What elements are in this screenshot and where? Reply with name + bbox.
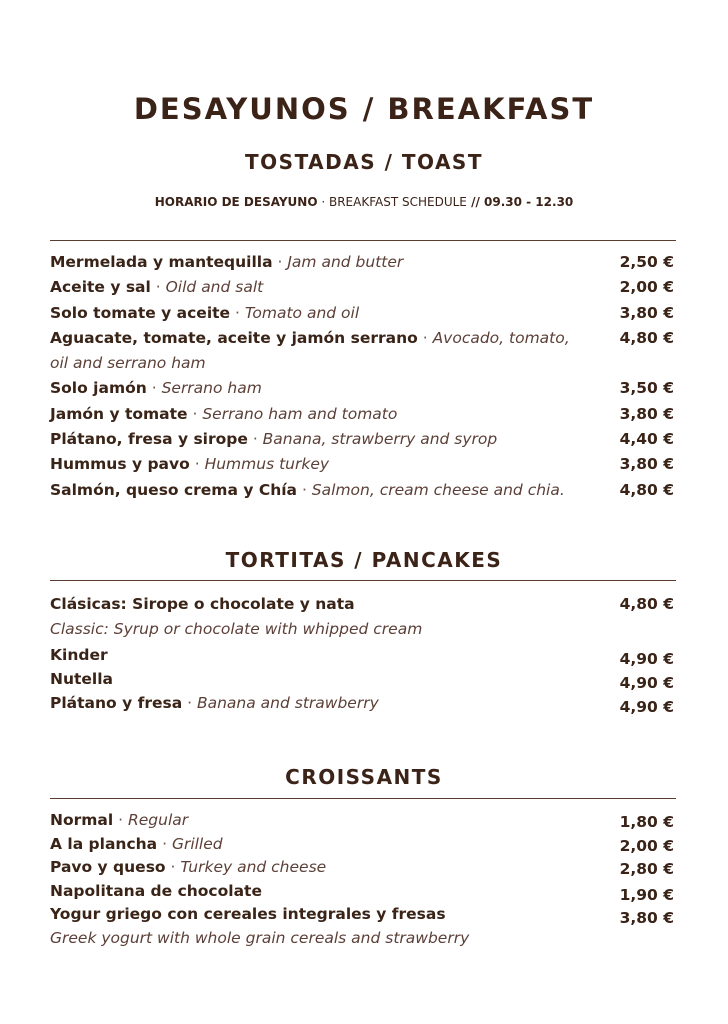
item-price: 4,80 € xyxy=(619,595,674,613)
item-name-es: Salmón, queso crema y Chía xyxy=(50,480,298,499)
divider-croissants xyxy=(50,798,676,799)
item-price: 4,40 € xyxy=(619,430,674,449)
item-name-es: Pavo y queso xyxy=(50,858,166,876)
item-name-es: Clásicas: Sirope o chocolate y nata xyxy=(50,595,355,613)
item-name-en: Tomato and oil xyxy=(244,303,360,322)
list-item xyxy=(50,452,676,477)
item-name-en: Greek yogurt with whole grain cereals and strawberry xyxy=(50,928,470,947)
list-item xyxy=(50,592,676,643)
item-separator: · xyxy=(146,379,162,398)
item-price: 4,80 € xyxy=(619,328,674,347)
item-name-es: Jamón y tomate xyxy=(50,404,188,423)
item-name-en: Banana, strawberry and syrop xyxy=(262,430,498,449)
item-price: 3,80 € xyxy=(619,404,674,423)
item-separator: · xyxy=(247,430,263,449)
schedule-label-en: BREAKFAST SCHEDULE xyxy=(328,195,467,209)
list-item xyxy=(50,643,676,667)
item-price: 4,90 € xyxy=(619,697,674,716)
item-price: 1,80 € xyxy=(619,813,674,831)
section-title-pancakes: TORTITAS / PANCAKES xyxy=(225,548,503,572)
schedule-separator: · xyxy=(317,195,329,209)
item-name-es: Plátano, fresa y sirope xyxy=(50,430,248,449)
list-item xyxy=(50,809,676,833)
item-name-es: Kinder xyxy=(50,645,108,664)
item-name-en: Banana and strawberry xyxy=(196,693,379,712)
item-name-en: Salmon, cream cheese and chia. xyxy=(311,480,565,499)
item-price: 3,80 € xyxy=(619,303,674,322)
list-item xyxy=(50,301,676,326)
item-separator: · xyxy=(157,834,172,853)
list-item xyxy=(50,856,676,880)
item-name-es: Napolitana de chocolate xyxy=(50,881,262,900)
item-price: 3,50 € xyxy=(619,379,674,398)
list-item xyxy=(50,376,676,401)
item-name-en: Regular xyxy=(127,811,189,829)
item-price: 2,50 € xyxy=(619,253,674,271)
list-item xyxy=(50,326,676,377)
item-separator: · xyxy=(165,858,181,876)
item-price: 2,00 € xyxy=(619,836,674,855)
item-price: 4,90 € xyxy=(619,673,674,692)
item-name-es: Solo jamón xyxy=(50,379,147,398)
list-item xyxy=(50,667,676,691)
breakfast-schedule xyxy=(0,195,728,209)
item-name-en: Avocado, tomato, oil and serrano ham xyxy=(50,328,570,373)
item-price: 2,80 € xyxy=(619,860,674,878)
item-name-en: Jam and butter xyxy=(287,253,404,271)
list-item xyxy=(50,833,676,857)
item-separator: · xyxy=(230,303,245,322)
item-name-es: Normal xyxy=(50,811,114,829)
divider-pancakes xyxy=(50,580,676,581)
item-price: 2,00 € xyxy=(619,278,674,297)
item-separator: · xyxy=(182,693,197,712)
item-separator: · xyxy=(417,328,433,347)
list-item xyxy=(50,903,676,950)
item-name-en: Serrano ham and tomato xyxy=(202,404,398,423)
item-name-es: Solo tomate y aceite xyxy=(50,303,231,322)
item-name-es: Plátano y fresa xyxy=(50,693,183,712)
item-separator: · xyxy=(150,278,166,297)
item-name-es: Aguacate, tomate, aceite y jamón serrano xyxy=(50,328,418,347)
croissants-list xyxy=(50,809,676,950)
item-name-es: Yogur griego con cereales integrales y fresas xyxy=(50,905,446,923)
list-item xyxy=(50,402,676,427)
toast-list xyxy=(50,250,676,503)
schedule-hours: 09.30 - 12.30 xyxy=(484,195,574,209)
item-price: 4,80 € xyxy=(619,480,674,499)
item-price: 1,90 € xyxy=(619,885,674,904)
item-name-es: Nutella xyxy=(50,669,114,688)
list-item xyxy=(50,250,676,275)
item-separator: · xyxy=(113,811,128,829)
item-name-es: A la plancha xyxy=(50,834,158,853)
item-price: 3,80 € xyxy=(619,909,674,927)
list-item xyxy=(50,691,676,715)
item-separator: · xyxy=(297,480,312,499)
item-name-es: Aceite y sal xyxy=(50,278,151,297)
schedule-label-es: HORARIO DE DESAYUNO xyxy=(154,195,318,209)
item-name-en: Classic: Syrup or chocolate with whipped cream xyxy=(50,620,423,639)
section-title-croissants: CROISSANTS xyxy=(285,765,443,789)
pancakes-list xyxy=(50,592,676,715)
divider-toast xyxy=(50,240,676,241)
item-name-es: Hummus y pavo xyxy=(50,455,190,474)
item-price: 4,90 € xyxy=(619,649,674,668)
page-title: DESAYUNOS / BREAKFAST xyxy=(133,92,595,126)
schedule-slashes: // xyxy=(466,195,485,209)
section-title-toast: TOSTADAS / TOAST xyxy=(245,150,483,174)
list-item xyxy=(50,275,676,300)
item-name-en: Serrano ham xyxy=(161,379,262,398)
list-item xyxy=(50,880,676,904)
item-separator: · xyxy=(272,253,288,271)
list-item xyxy=(50,478,676,503)
item-name-en: Oild and salt xyxy=(165,278,264,297)
item-name-es: Mermelada y mantequilla xyxy=(50,253,273,271)
item-separator: · xyxy=(189,455,205,474)
item-price: 3,80 € xyxy=(619,455,674,474)
list-item xyxy=(50,427,676,452)
item-name-en: Hummus turkey xyxy=(204,455,330,474)
item-name-en: Turkey and cheese xyxy=(180,858,327,876)
item-separator: · xyxy=(187,404,203,423)
item-name-en: Grilled xyxy=(171,834,223,853)
